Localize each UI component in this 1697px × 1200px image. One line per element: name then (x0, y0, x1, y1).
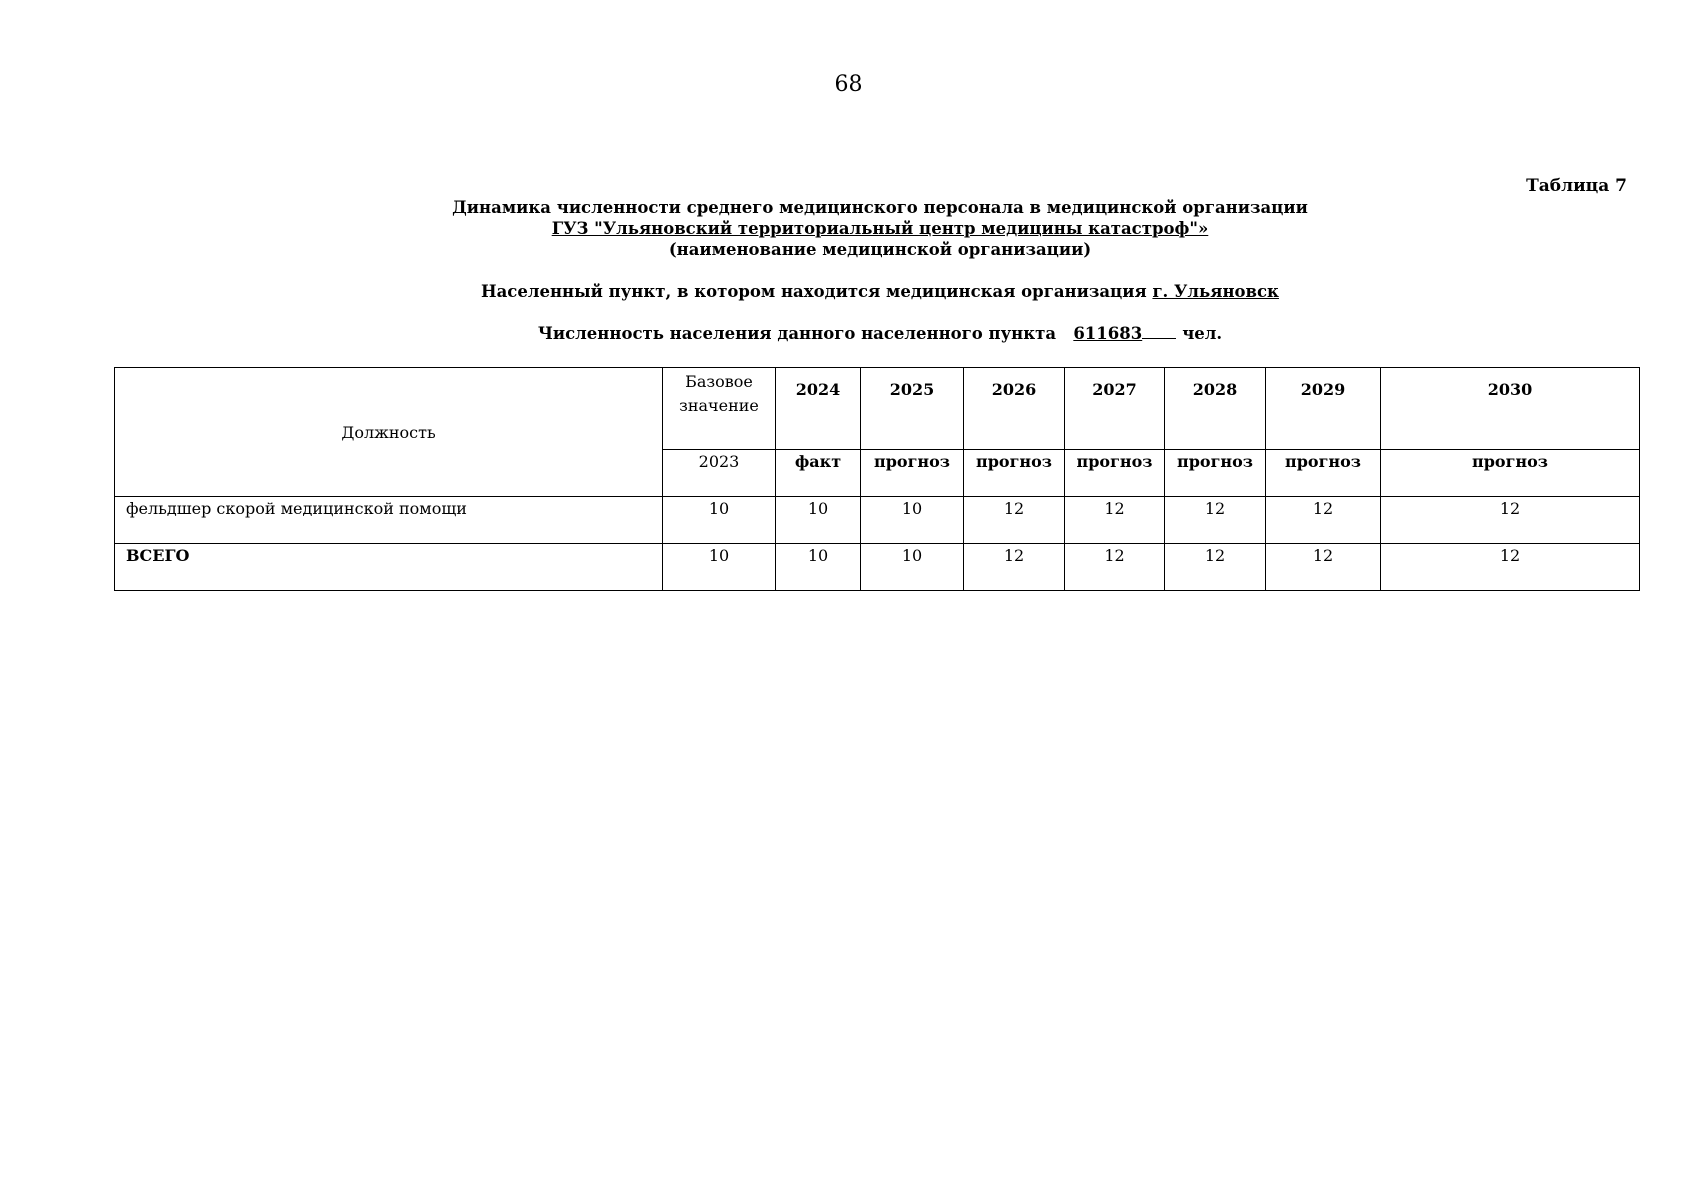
year-type: факт (776, 450, 861, 497)
table-row (115, 497, 1640, 544)
row-value: 12 (964, 544, 1065, 591)
page-number: 68 (834, 72, 863, 97)
year-header: 2027 (1065, 368, 1165, 450)
year-header: 2024 (776, 368, 861, 450)
organization-name: ГУЗ "Ульяновский территориальный центр медицины катастроф"» (551, 219, 1209, 238)
population-label: Численность населения данного населенного пункта (537, 324, 1057, 343)
year-header: 2028 (1165, 368, 1266, 450)
row-value: 10 (663, 544, 776, 591)
row-value: 12 (1266, 497, 1381, 544)
title-block (0, 197, 1697, 260)
row-value: 10 (776, 544, 861, 591)
year-header: 2025 (861, 368, 964, 450)
year-header: 2026 (964, 368, 1065, 450)
base-header: Базовое значение (663, 368, 776, 450)
row-value: 12 (1065, 544, 1165, 591)
year-type: прогноз (1165, 450, 1266, 497)
year-header: 2029 (1266, 368, 1381, 450)
settlement-line (0, 282, 1697, 301)
year-type: прогноз (1266, 450, 1381, 497)
staff-table (114, 367, 1640, 591)
year-type: прогноз (1065, 450, 1165, 497)
population-value: 611683 (1073, 324, 1143, 343)
organization-note: (наименование медицинской организации) (668, 240, 1092, 259)
year-type: прогноз (964, 450, 1065, 497)
population-line (0, 324, 1697, 343)
settlement-value: г. Ульяновск (1152, 282, 1279, 301)
row-role-total: ВСЕГО (115, 544, 663, 591)
row-value: 12 (1065, 497, 1165, 544)
row-value: 12 (1165, 497, 1266, 544)
population-unit: чел. (1182, 324, 1223, 343)
row-value: 10 (861, 544, 964, 591)
row-value: 12 (1165, 544, 1266, 591)
settlement-label: Населенный пункт, в котором находится медицинская организация (481, 282, 1147, 301)
row-value: 12 (1381, 544, 1640, 591)
row-value: 10 (776, 497, 861, 544)
row-value: 10 (663, 497, 776, 544)
row-value: 12 (964, 497, 1065, 544)
table-caption: Таблица 7 (1526, 176, 1627, 196)
base-year: 2023 (663, 450, 776, 497)
year-type: прогноз (1381, 450, 1640, 497)
year-header: 2030 (1381, 368, 1640, 450)
row-role: фельдшер скорой медицинской помощи (115, 497, 663, 544)
row-value: 10 (861, 497, 964, 544)
underline-blank (1142, 324, 1176, 339)
role-header: Должность (115, 368, 663, 497)
row-value: 12 (1381, 497, 1640, 544)
row-value: 12 (1266, 544, 1381, 591)
title-line: Динамика численности среднего медицинского персонала в медицинской организации (452, 198, 1308, 217)
year-type: прогноз (861, 450, 964, 497)
table-row-total (115, 544, 1640, 591)
